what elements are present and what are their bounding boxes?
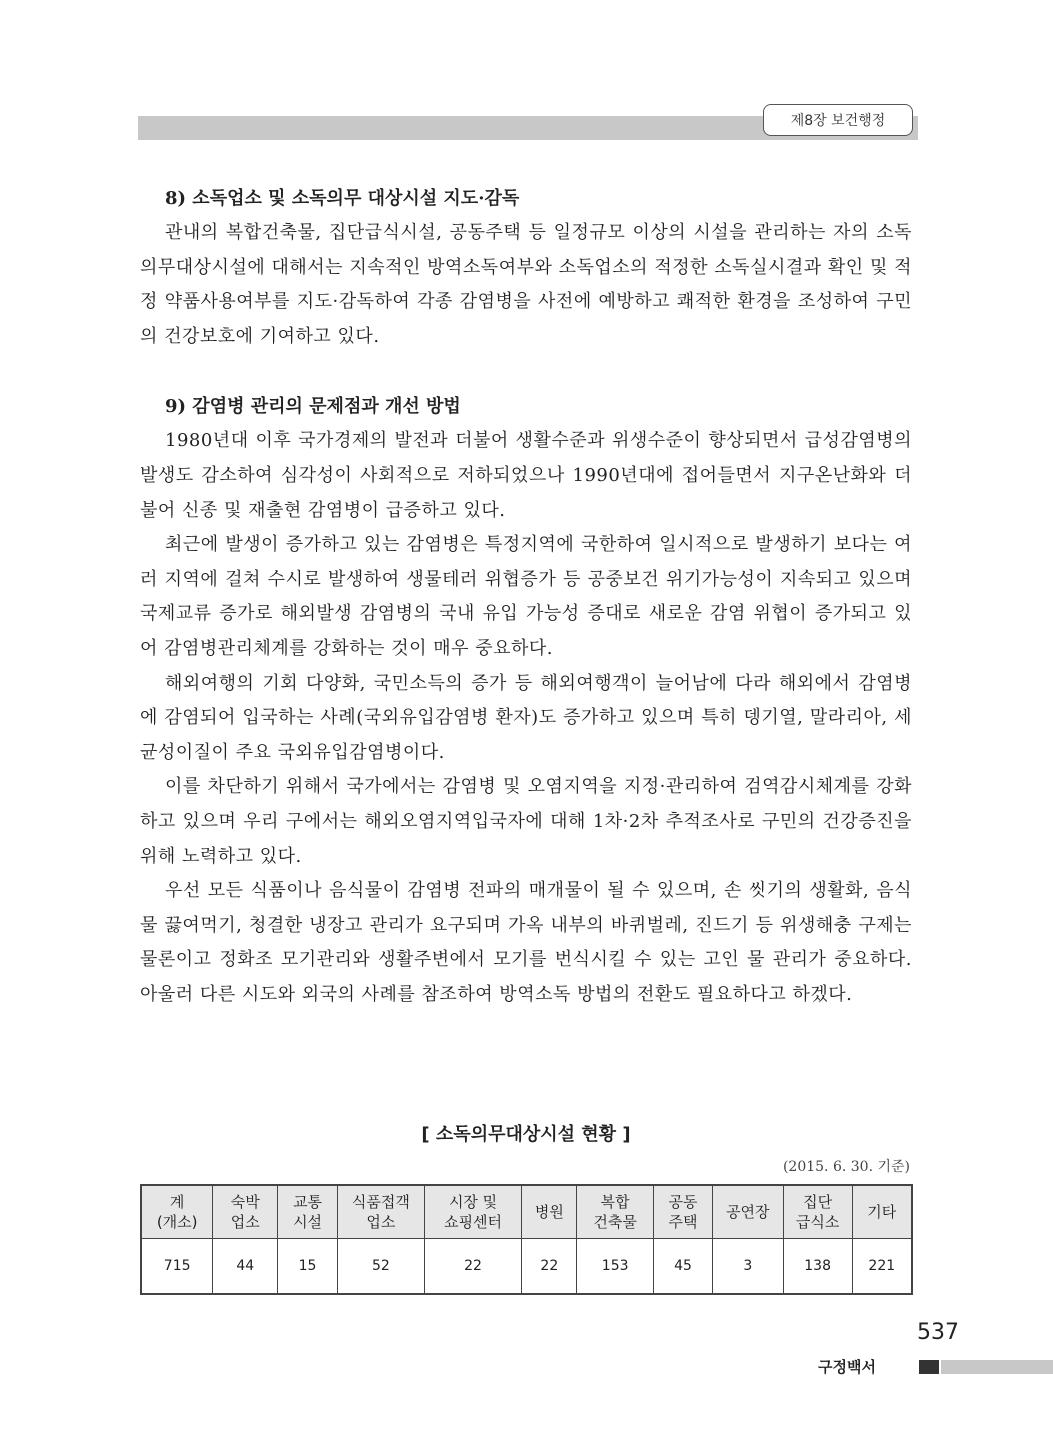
header-cell: 기타 [852, 1185, 912, 1239]
header-cell: 교통 시설 [278, 1185, 338, 1239]
table-cell: 3 [712, 1239, 783, 1295]
table-cell: 52 [337, 1239, 424, 1295]
table-cell: 22 [424, 1239, 522, 1295]
table-cell: 221 [852, 1239, 912, 1295]
paragraph: 관내의 복합건축물, 집단급식시설, 공동주택 등 일정규모 이상의 시설을 관리하는 자의 소독의무대상시설에 대해서는 지속적인 방역소독여부와 소독업소의 적정한 소독실시결과 확인 및 적정 약품사용여부를 지도·감독하여 각종 감염병을 사전에 예방하고 쾌적한 환경을 조성하여 구민의 건강보호에 기여하고 있다. [140, 222, 912, 347]
paragraph: 우선 모든 식품이나 음식물이 감염병 전파의 매개물이 될 수 있으며, 손 씻기의 생활화, 음식물 끓여먹기, 청결한 냉장고 관리가 요구되며 가옥 내부의 바퀴벌레, 진드기 등 위생해충 구제는 물론이고 정화조 모기관리와 생활주변에서 모기를 번식시킬 수 있는 고인 물 관리가 중요하다. 아울러 다른 시도와 외국의 사례를 참조하여 방역소독 방법의 전환도 필요하다고 하겠다. [140, 880, 912, 1005]
table-cell: 153 [577, 1239, 654, 1295]
header-cell: 시장 및 쇼핑센터 [424, 1185, 522, 1239]
table-header-row [141, 1185, 912, 1239]
paragraph: 최근에 발생이 증가하고 있는 감염병은 특정지역에 국한하여 일시적으로 발생하기 보다는 여러 지역에 걸쳐 수시로 발생하여 생물테러 위협증가 등 공중보건 위기가능성이 지속되고 있으며 국제교류 증가로 해외발생 감염병의 국내 유입 가능성 증대로 새로운 감염 위협이 증가되고 있어 감염병관리체계를 강화하는 것이 매우 중요하다. [140, 534, 912, 659]
header-cell: 복합 건축물 [577, 1185, 654, 1239]
paragraph: 해외여행의 기회 다양화, 국민소득의 증가 등 해외여행객이 늘어남에 다라 해외에서 감염병에 감염되어 입국하는 사례(국외유입감염병 환자)도 증가하고 있으며 특히 뎅기열, 말라리아, 세균성이질이 주요 국외유입감염병이다. [140, 672, 912, 763]
footer-title: 구정백서 [818, 1358, 876, 1376]
header-cell: 숙박 업소 [213, 1185, 278, 1239]
chapter-label: 제8장 보건행정 [790, 113, 886, 129]
header-cell: 공동 주택 [654, 1185, 713, 1239]
chapter-tab [763, 104, 913, 136]
table-cell: 138 [783, 1239, 852, 1295]
table-cell: 45 [654, 1239, 713, 1295]
table-cell: 44 [213, 1239, 278, 1295]
section-8-heading: 8) 소독업소 및 소독의무 대상시설 지도·감독 [165, 188, 520, 209]
table-date: (2015. 6. 30. 기준) [782, 1159, 910, 1175]
header-cell: 공연장 [712, 1185, 783, 1239]
header-cell: 집단 급식소 [783, 1185, 852, 1239]
header-cell: 식품접객 업소 [337, 1185, 424, 1239]
table-row [141, 1239, 912, 1295]
page-number: 537 [917, 1320, 959, 1345]
footer-bar-dark [919, 1360, 939, 1374]
table-title: [ 소독의무대상시설 현황 ] [421, 1124, 631, 1145]
header-cell: 계 (개소) [141, 1185, 213, 1239]
section-9-heading: 9) 감염병 관리의 문제점과 개선 방법 [165, 396, 461, 418]
paragraph: 이를 차단하기 위해서 국가에서는 감염병 및 오염지역을 지정·관리하여 검역감시체계를 강화하고 있으며 우리 구에서는 해외오염지역입국자에 대해 1차·2차 추적조사로 구민의 건강증진을 위해 노력하고 있다. [140, 776, 912, 867]
facility-status-table [140, 1184, 913, 1295]
header-cell: 병원 [522, 1185, 577, 1239]
footer-bar-light [941, 1360, 1053, 1374]
paragraph: 1980년대 이후 국가경제의 발전과 더불어 생활수준과 위생수준이 향상되면서 급성감염병의 발생도 감소하여 심각성이 사회적으로 저하되었으나 1990년대에 접어들면서 지구온난화와 더불어 신종 및 재출현 감염병이 급증하고 있다. [140, 430, 912, 521]
table-cell: 15 [278, 1239, 338, 1295]
table-cell: 715 [141, 1239, 213, 1295]
body-content [140, 182, 912, 1012]
table-cell: 22 [522, 1239, 577, 1295]
